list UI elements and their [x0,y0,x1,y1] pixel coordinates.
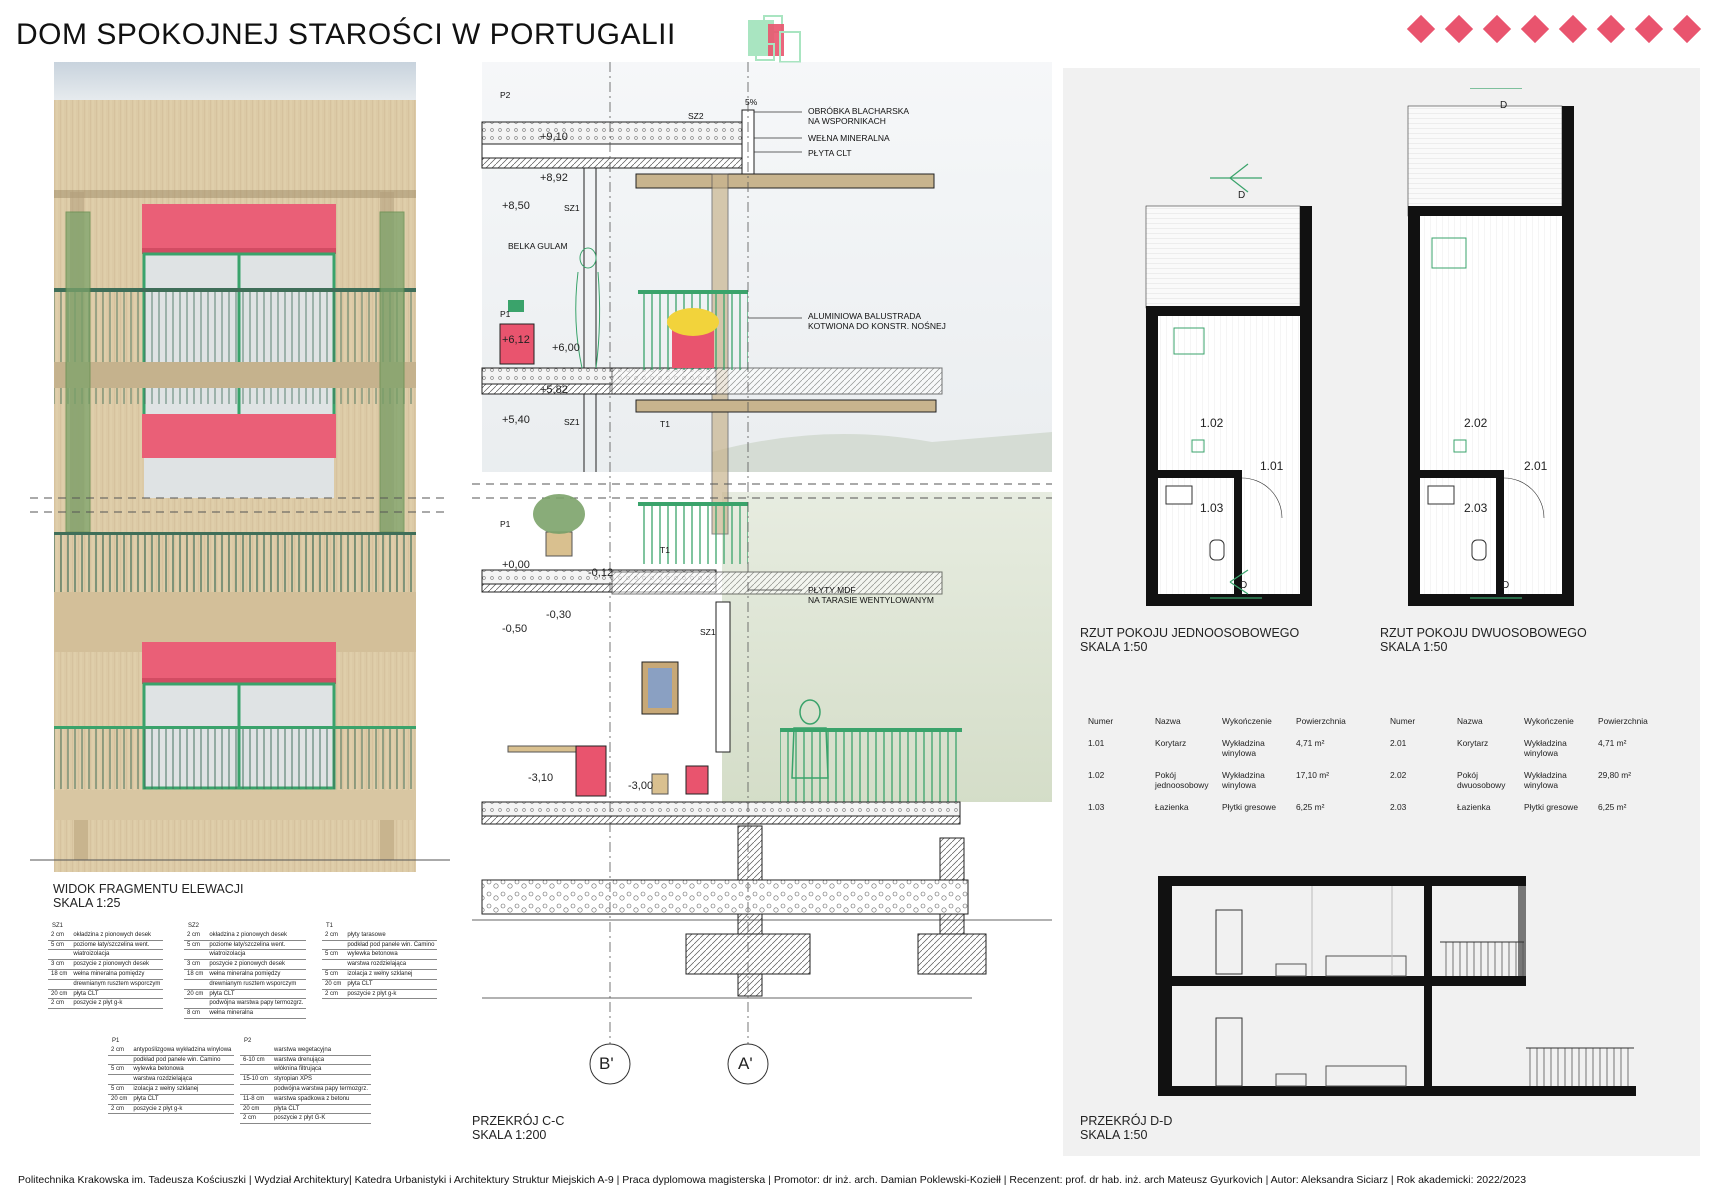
table-cell: 4,71 m² [1598,738,1627,748]
spec-row [240,1075,371,1085]
section-mark-d: D [1500,100,1508,111]
room-plans-drawing [1130,88,1638,608]
rooms-double-table [1388,714,1652,824]
note-text: NA WSPORNIKACH [808,116,886,126]
spec-sz2-name: SZ2 [188,923,200,929]
diamond-shape [1635,15,1663,43]
spec-row [48,931,163,940]
table-cell: Wykładzina winylowa [1524,738,1567,758]
level-mark: +9,10 [540,131,568,143]
spec-thickness: 2 cm [108,1104,130,1114]
spec-thickness [184,950,206,960]
label-p1: P1 [500,519,511,529]
spec-t1-table [322,931,437,1000]
spec-thickness: 2 cm [240,1114,271,1124]
table-cell: Wykładzina winylowa [1222,770,1265,790]
spec-row [184,931,306,940]
spec-layer: izolacja z wełny szklanej [130,1084,234,1094]
table-cell: 6,25 m² [1296,802,1325,812]
spec-thickness: 8 cm [184,1009,206,1019]
spec-thickness: 18 cm [184,969,206,979]
elevation-caption-title: WIDOK FRAGMENTU ELEWACJI [53,882,244,896]
spec-layer: wiatroizolacja [206,950,306,960]
project-logo [748,14,814,64]
spec-layer: włóknina filtrująca [271,1065,371,1075]
table-cell: Wykładzina winylowa [1222,738,1265,758]
spec-row [184,969,306,979]
spec-thickness: 2 cm [322,989,344,999]
table-cell: Korytarz [1457,738,1489,748]
room-label: 2.02 [1464,416,1488,430]
spec-thickness: 20 cm [322,979,344,989]
table-cell: Łazienka [1457,802,1491,812]
label-sz1: SZ1 [700,627,716,637]
spec-row [184,979,306,989]
spec-layer: poszycie z płyt g-k [130,1104,234,1114]
section-dd-drawing [1156,872,1636,1102]
spec-sz1 [48,922,163,1009]
level-mark: -3,10 [528,772,554,784]
note-obrobka [808,106,909,126]
spec-row [240,1065,371,1075]
spec-layer: styropian XPS [271,1075,371,1085]
spec-layer: płyty tarasowe [344,931,437,940]
spec-thickness [48,950,70,960]
level-mark: +6,00 [552,342,580,354]
spec-thickness [184,979,206,989]
diamond-shape [1407,15,1435,43]
table-cell: 2.01 [1390,738,1407,748]
table-cell: 2.03 [1390,802,1407,812]
section-mark-d: D [1502,580,1510,591]
table-cell: Pokój jednoosobowy [1155,770,1209,790]
label-t1: T1 [660,545,670,555]
level-mark: +5,40 [502,414,530,426]
spec-thickness: 5 cm [108,1065,130,1075]
rooms-single-table [1086,714,1350,824]
level-mark: +0,00 [502,559,530,571]
spec-row [108,1065,234,1075]
diamond-shape [1559,15,1587,43]
spec-layer: poszycie z płyt g-k [70,999,163,1009]
table-cell: 1.01 [1088,738,1105,748]
level-mark: +6,12 [502,334,530,346]
table-cell: 2.02 [1390,770,1407,780]
spec-row [108,1075,234,1085]
table-row [1390,738,1650,768]
spec-row [184,950,306,960]
spec-layer: drewnianym rusztem wsporczym [206,979,306,989]
axis-label-a: A' [738,1054,753,1073]
spec-layer: poziome łaty/szczelina went. [70,940,163,950]
room-label: 1.02 [1200,416,1224,430]
elevation-caption [53,882,244,910]
spec-row [48,960,163,970]
spec-layer: podwójna warstwa papy termozgrz. [206,999,306,1009]
spec-layer: płyta CLT [206,989,306,999]
spec-layer: poszycie z pionowych desek [206,960,306,970]
spec-row [108,1046,234,1055]
spec-layer: płyta CLT [130,1094,234,1104]
spec-layer: podwójna warstwa papy termozgrz. [271,1084,371,1094]
page-title: DOM SPOKOJNEJ STAROŚCI W PORTUGALII [16,18,676,51]
table-header: Powierzchnia [1296,716,1346,726]
spec-thickness: 2 cm [322,931,344,940]
spec-p2 [240,1037,371,1124]
spec-sz2 [184,922,306,1019]
spec-layer: warstwa wegetacyjna [271,1046,371,1055]
table-row [1390,802,1650,822]
level-mark: -0,50 [502,623,528,635]
spec-layer: warstwa spadkowa z betonu [271,1094,371,1104]
spec-layer: płyta CLT [344,979,437,989]
diamond-shape [1483,15,1511,43]
spec-row [48,979,163,989]
spec-row [184,989,306,999]
section-cc-caption-scale: SKALA 1:200 [472,1128,547,1142]
spec-thickness: 5 cm [184,940,206,950]
table-header: Powierzchnia [1598,716,1648,726]
spec-layer: podkład pod panele win. Camino [344,940,437,950]
table-header-row [1088,716,1348,736]
table-cell: Korytarz [1155,738,1187,748]
spec-sz1-name: SZ1 [52,923,64,929]
table-row [1088,770,1348,800]
table-row [1088,738,1348,768]
table-cell: Wykładzina winylowa [1524,770,1567,790]
spec-row [48,940,163,950]
section-mark-d: D [1240,580,1248,591]
spec-thickness [48,979,70,989]
table-cell: 4,71 m² [1296,738,1325,748]
table-header: Numer [1390,716,1416,726]
plan-single [1146,164,1312,606]
spec-thickness: 20 cm [108,1094,130,1104]
spec-thickness [108,1055,130,1065]
spec-thickness [184,999,206,1009]
table-header: Wykończenie [1524,716,1574,726]
diamond-shape [1521,15,1549,43]
table-header: Numer [1088,716,1114,726]
elevation-drawing [30,62,450,872]
spec-thickness: 6-10 cm [240,1055,271,1065]
spec-thickness: 3 cm [184,960,206,970]
plan-double-title: RZUT POKOJU DWUOSOBOWEGO [1380,626,1587,640]
axis-label-b: B' [599,1054,614,1073]
spec-row [322,989,437,999]
room-label: 2.01 [1524,459,1548,473]
spec-thickness: 11-8 cm [240,1094,271,1104]
room-label: 1.03 [1200,501,1224,515]
spec-row [322,979,437,989]
spec-row [184,999,306,1009]
label-t1: T1 [660,419,670,429]
spec-thickness: 20 cm [184,989,206,999]
plan-double-caption [1380,626,1587,654]
spec-row [48,950,163,960]
spec-layer: poszycie z płyt g-k [344,989,437,999]
spec-thickness: 2 cm [48,999,70,1009]
spec-row [322,940,437,950]
spec-t1 [322,922,437,999]
spec-layer: wiatroizolacja [70,950,163,960]
spec-p2-table [240,1046,371,1124]
plan-double [1408,88,1574,606]
plan-double-scale: SKALA 1:50 [1380,640,1448,654]
table-cell: 6,25 m² [1598,802,1627,812]
spec-row [108,1055,234,1065]
level-mark: -3,00 [628,780,654,792]
spec-row [184,960,306,970]
spec-p2-name: P2 [244,1038,252,1044]
note-text: OBRÓBKA BLACHARSKA [808,106,910,116]
spec-layer: wylewka betonowa [130,1065,234,1075]
spec-p1-table [108,1046,234,1115]
spec-thickness [240,1065,271,1075]
level-mark: -0,12 [588,567,614,579]
note-welna: WEŁNA MINERALNA [808,133,890,143]
spec-row [240,1084,371,1094]
spec-row [322,931,437,940]
level-mark: +8,50 [502,200,530,212]
spec-t1-name: T1 [326,923,334,929]
spec-thickness [322,960,344,970]
spec-thickness [108,1075,130,1085]
spec-layer: podkład pod panele win. Camino [130,1055,234,1065]
table-row [1088,802,1348,822]
note-clt: PŁYTA CLT [808,148,852,158]
spec-row [240,1094,371,1104]
spec-thickness: 20 cm [240,1104,271,1114]
spec-layer: płyta CLT [271,1104,371,1114]
spec-thickness: 2 cm [48,931,70,940]
note-text: ALUMINIOWA BALUSTRADA [808,311,922,321]
spec-thickness: 18 cm [48,969,70,979]
spec-row [48,999,163,1009]
level-mark: +8,92 [540,172,568,184]
spec-layer: okładzina z pionowych desek [70,931,163,940]
spec-layer: wylewka betonowa [344,950,437,960]
spec-thickness: 3 cm [48,960,70,970]
section-dd-caption-scale: SKALA 1:50 [1080,1128,1148,1142]
level-mark: +5,82 [540,384,568,396]
table-cell: 1.02 [1088,770,1105,780]
spec-thickness [322,940,344,950]
spec-p1 [108,1037,234,1114]
table-cell: 1.03 [1088,802,1105,812]
spec-row [240,1114,371,1124]
elevation-caption-scale: SKALA 1:25 [53,896,121,910]
spec-row [48,969,163,979]
spec-thickness [240,1046,271,1055]
section-mark-d: D [1238,190,1246,201]
spec-layer: poszycie z pionowych desek [70,960,163,970]
section-cc-caption [472,1114,564,1142]
label-p1: P1 [500,309,511,319]
spec-row [108,1104,234,1114]
spec-layer: warstwa drenująca [271,1055,371,1065]
table-cell: 17,10 m² [1296,770,1330,780]
table-header: Nazwa [1457,716,1483,726]
label-p2: P2 [500,90,511,100]
spec-layer: okładzina z pionowych desek [206,931,306,940]
diamond-shape [1673,15,1701,43]
label-sz1: SZ1 [564,417,580,427]
decor-diamonds [1405,16,1714,42]
spec-row [322,960,437,970]
spec-thickness: 2 cm [184,931,206,940]
section-cc-drawing [472,62,1052,1122]
spec-row [48,989,163,999]
spec-layer: wełna mineralna pomiędzy [206,969,306,979]
label-sz1: SZ1 [564,203,580,213]
plan-single-title: RZUT POKOJU JEDNOOSOBOWEGO [1080,626,1300,640]
spec-layer: warstwa rozdzielająca [130,1075,234,1085]
spec-row [322,950,437,960]
note-text: PŁYTY MDF [808,585,856,595]
table-cell: 29,80 m² [1598,770,1632,780]
spec-sz2-table [184,931,306,1019]
spec-layer: płyta CLT [70,989,163,999]
spec-row [322,969,437,979]
spec-layer: drewnianym rusztem wsporczym [70,979,163,989]
spec-thickness: 5 cm [322,950,344,960]
room-label: 2.03 [1464,501,1488,515]
spec-layer: warstwa rozdzielająca [344,960,437,970]
spec-layer: wełna mineralna pomiędzy [70,969,163,979]
section-cc-caption-title: PRZEKRÓJ C-C [472,1114,565,1128]
section-dd-caption [1080,1114,1172,1142]
spec-row [240,1104,371,1114]
spec-p1-name: P1 [112,1038,120,1044]
spec-thickness: 20 cm [48,989,70,999]
label-belka: BELKA GULAM [508,241,568,251]
spec-layer: wełna mineralna [206,1009,306,1019]
spec-row [240,1046,371,1055]
section-dd-caption-title: PRZEKRÓJ D-D [1080,1114,1173,1128]
spec-thickness [240,1084,271,1094]
table-cell: Płytki gresowe [1222,802,1276,812]
note-text: NA TARASIE WENTYLOWANYM [808,595,934,605]
footer-credits: Politechnika Krakowska im. Tadeusza Kościuszki | Wydział Architektury| Katedra Urbanistyki i Architektury Struktur Miejskich A-9 | Praca dyplomowa magisterska | Promotor: dr inż. arch. Damian Poklewski-Koziełł | Recenzent: prof. dr hab. inż. arch Mateusz Gyurkovich | Autor: Aleksandra Siciarz | Rok akademicki: 2022/2023 [18,1174,1527,1186]
spec-row [184,940,306,950]
table-cell: Łazienka [1155,802,1189,812]
plan-single-scale: SKALA 1:50 [1080,640,1148,654]
plan-single-caption [1080,626,1299,654]
spec-layer: poszycie z płyt G-K [271,1114,371,1124]
spec-thickness: 2 cm [108,1046,130,1055]
table-header: Wykończenie [1222,716,1272,726]
spec-sz1-table [48,931,163,1009]
diamond-shape [1597,15,1625,43]
table-row [1390,770,1650,800]
spec-thickness: 5 cm [48,940,70,950]
spec-thickness: 5 cm [322,969,344,979]
label-sz2: SZ2 [688,111,704,121]
note-mdf [808,585,934,605]
table-cell: Płytki gresowe [1524,802,1578,812]
note-text: KOTWIONA DO KONSTR. NOŚNEJ [808,321,946,331]
spec-row [108,1084,234,1094]
spec-layer: izolacja z wełny szklanej [344,969,437,979]
room-label: 1.01 [1260,459,1284,473]
table-header-row [1390,716,1650,736]
spec-layer: antypoślizgowa wykładzina winylowa [130,1046,234,1055]
table-header: Nazwa [1155,716,1181,726]
spec-row [240,1055,371,1065]
level-mark: -0,30 [546,609,572,621]
label-slope: 5% [745,97,758,107]
spec-thickness: 15-10 cm [240,1075,271,1085]
note-balustrada [808,311,946,331]
diamond-shape [1445,15,1473,43]
spec-layer: poziome łaty/szczelina went. [206,940,306,950]
spec-row [108,1094,234,1104]
spec-row [184,1009,306,1019]
spec-thickness: 5 cm [108,1084,130,1094]
table-cell: Pokój dwuosobowy [1457,770,1506,790]
